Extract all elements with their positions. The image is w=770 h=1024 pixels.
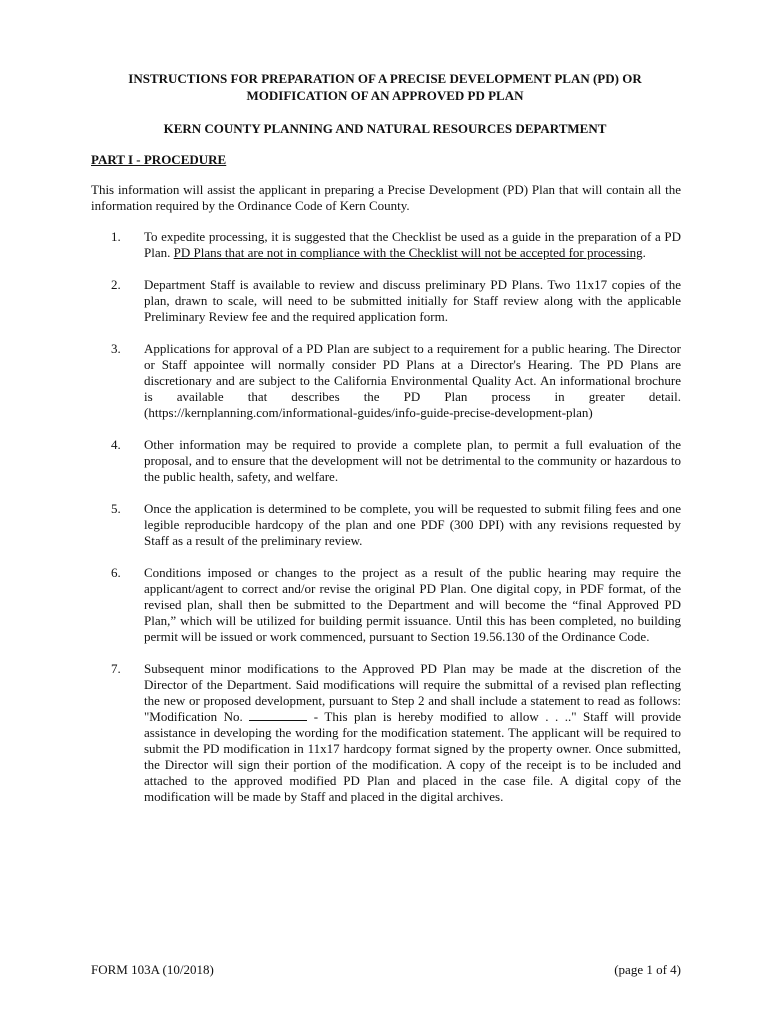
item-number: 5. [111,501,121,516]
item-number: 1. [111,229,121,244]
department-heading: KERN COUNTY PLANNING AND NATURAL RESOURCES DEPARTMENT [163,121,607,136]
list-item [91,229,681,261]
title-line-2: MODIFICATION OF AN APPROVED PD PLAN [246,88,524,103]
list-item [91,341,681,421]
item-text-part: . [642,245,646,260]
item-number: 2. [111,277,121,292]
item-number: 4. [111,437,121,452]
page-number: (page 1 of 4) [614,962,681,977]
form-number: FORM 103A (10/2018) [91,962,214,977]
list-item [91,501,681,549]
item-text: Once the application is determined to be complete, you will be requested to submit filing fees and one legible reproducible hardcopy of the plan and one PDF (300 DPI) with any revisions requested by Staff as a result of the preliminary review. [144,501,681,548]
item-text: Applications for approval of a PD Plan are subject to a requirement for a public hearing. The Director or Staff appointee will normally consider PD Plans at a Director's Hearing. The PD Plans are discretionary and are subject to the California Environmental Quality Act. An informational brochure is available that describes the PD Plan process in greater detail. (https://kernplanning.com/informational-guides/info-guide-precise-development-plan) [144,341,681,420]
document-title [60,70,710,104]
item-text: Department Staff is available to review and discuss preliminary PD Plans. Two 11x17 copies of the plan, drawn to scale, will need to be submitted initially for Staff review along with the applicable Preliminary Review fee and the required application form. [144,277,681,324]
item-text [144,661,681,805]
item-underlined-text: PD Plans that are not in compliance with the Checklist will not be accepted for processing [173,245,643,260]
modification-number-blank [249,709,307,721]
title-line-1: INSTRUCTIONS FOR PREPARATION OF A PRECISE DEVELOPMENT PLAN (PD) OR [128,71,642,86]
item-number: 3. [111,341,121,356]
list-item [91,277,681,325]
item-text: Conditions imposed or changes to the project as a result of the public hearing may require the applicant/agent to correct and/or revise the original PD Plan. One digital copy, in PDF format, of the revised plan, shall then be submitted to the Department and will become the “final Approved PD Plan,” which will be utilized for building permit issuance. Until this has been completed, no building permit will be issued or work commenced, pursuant to Section 19.56.130 of the Ordinance Code. [144,565,681,644]
item-text-part: To expedite processing, it is suggested that the Checklist be used as a guide in the preparation of a PD Plan. [144,229,681,260]
item-number: 6. [111,565,121,580]
part-heading: PART I - PROCEDURE [91,152,227,167]
intro-paragraph: This information will assist the applicant in preparing a Precise Development (PD) Plan that will contain all the information required by the Ordinance Code of Kern County. [91,182,681,213]
item-text-part: Subsequent minor modifications to the Approved PD Plan may be made at the discretion of the Director of the Department. Said modifications will require the submittal of a revised plan reflecting the new or proposed development, pursuant to Step 2 and shall include a statement to read as follows: "Modification No. [144,661,681,724]
item-text [144,229,681,261]
item-text-part: - This plan is hereby modified to allow . . .." Staff will provide assistance in developing the wording for the modification statement. The applicant will be required to submit the PD modification in 11x17 hardcopy format signed by the property owner. Once submitted, the Director will sign their portion of the modification. A copy of the receipt is to be included and attached to the approved modified PD Plan and placed in the case file. A digital copy of the modification will be made by Staff and placed in the digital archives. [144,709,681,804]
list-item [91,565,681,645]
item-number: 7. [111,661,121,676]
procedure-list [91,229,681,805]
list-item [91,437,681,485]
item-text: Other information may be required to provide a complete plan, to permit a full evaluation of the proposal, and to ensure that the development will not be detrimental to the community or hazardous to the public health, safety, and welfare. [144,437,681,484]
list-item [91,661,681,805]
